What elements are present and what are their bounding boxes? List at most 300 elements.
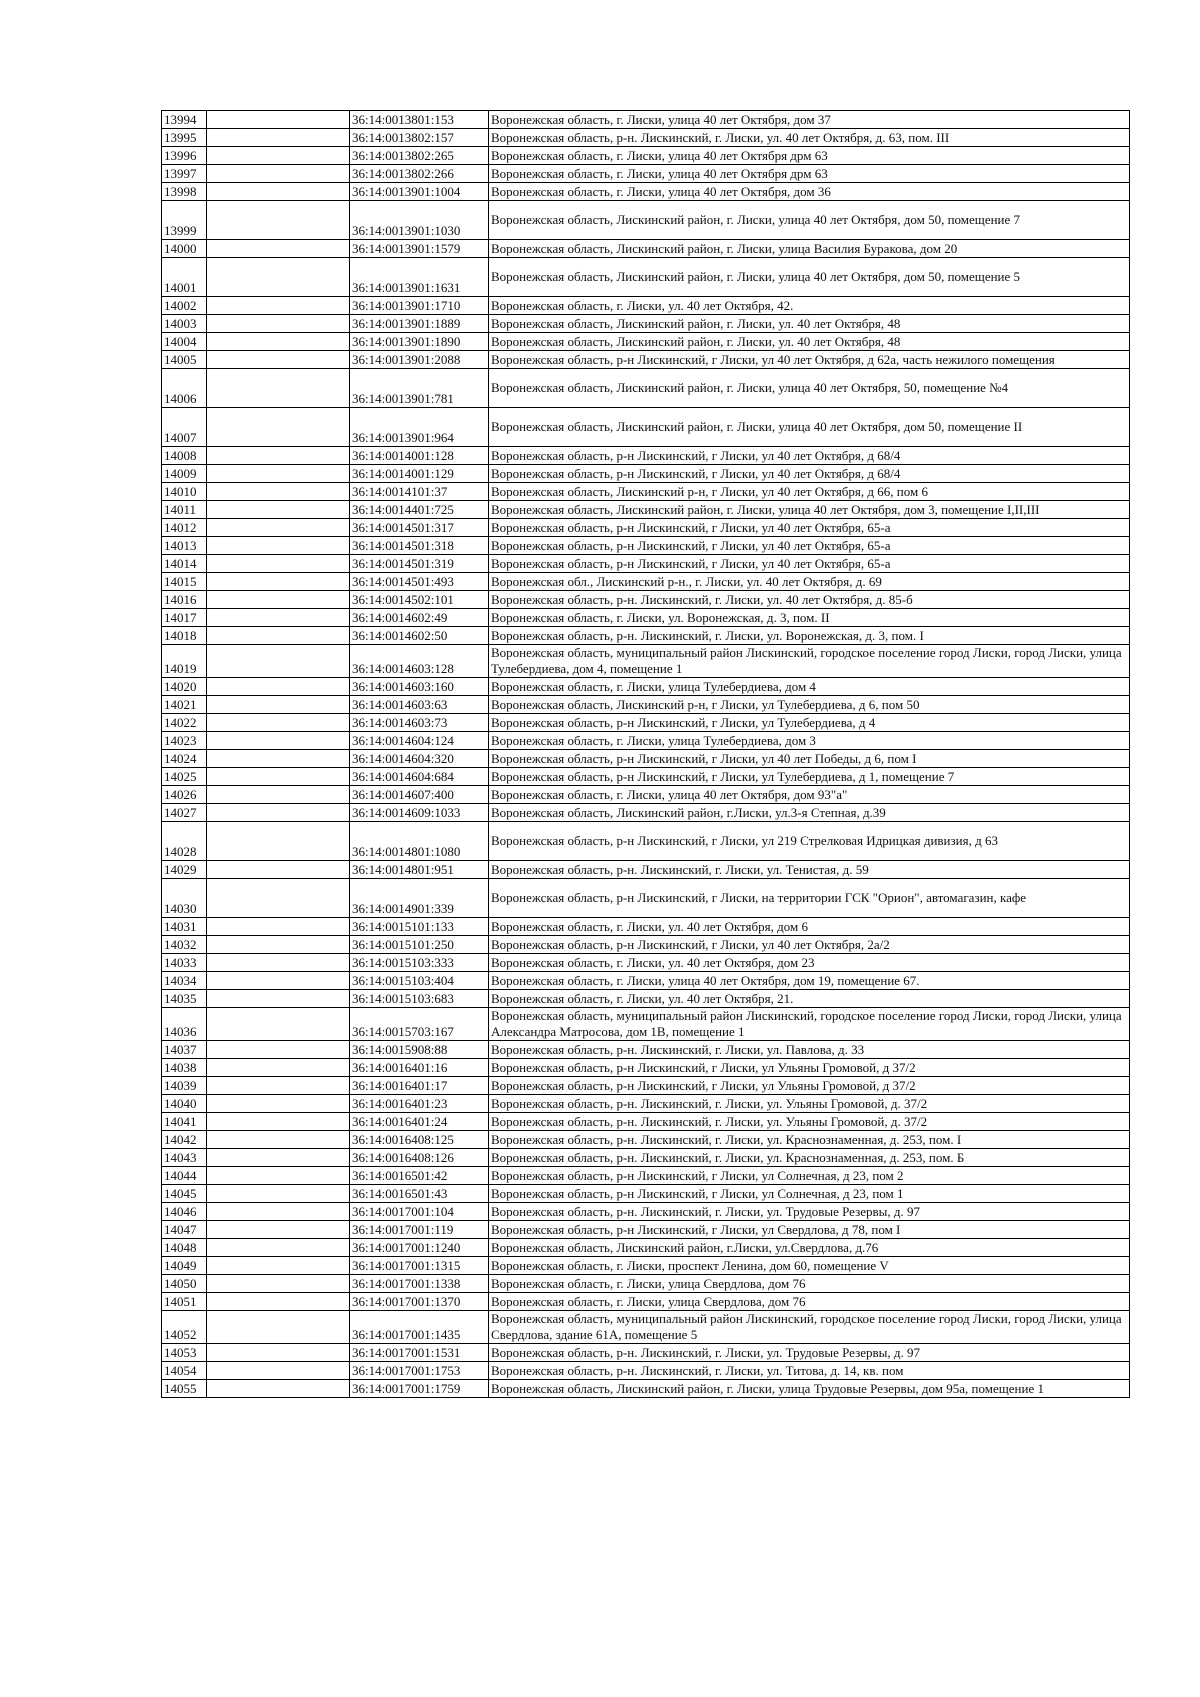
cadastral-number: 36:14:0014609:1033 — [350, 804, 489, 822]
address: Воронежская область, Лискинский район, г.Лиски, ул.3-я Степная, д.39 — [489, 804, 1130, 822]
cadastral-number: 36:14:0014604:320 — [350, 750, 489, 768]
address: Воронежская область, г. Лиски, улица 40 лет Октября, дом 36 — [489, 183, 1130, 201]
cadastral-number: 36:14:0013901:781 — [350, 369, 489, 408]
cadastral-number: 36:14:0014001:129 — [350, 465, 489, 483]
table-row — [162, 804, 1130, 822]
empty-cell — [207, 861, 350, 879]
table-row — [162, 822, 1130, 861]
cadastral-number: 36:14:0014501:317 — [350, 519, 489, 537]
row-number: 14002 — [162, 297, 207, 315]
empty-cell — [207, 555, 350, 573]
row-number: 14045 — [162, 1185, 207, 1203]
address: Воронежская область, р-н Лискинский, г Лиски, ул Свердлова, д 78, пом I — [489, 1221, 1130, 1239]
cadastral-number: 36:14:0016401:24 — [350, 1113, 489, 1131]
cadastral-number: 36:14:0014602:50 — [350, 627, 489, 645]
empty-cell — [207, 1362, 350, 1380]
empty-cell — [207, 822, 350, 861]
table-row — [162, 1131, 1130, 1149]
empty-cell — [207, 483, 350, 501]
cadastral-number: 36:14:0017001:1338 — [350, 1275, 489, 1293]
empty-cell — [207, 1239, 350, 1257]
table-row — [162, 1293, 1130, 1311]
address: Воронежская область, р-н. Лискинский, г. Лиски, ул. Павлова, д. 33 — [489, 1041, 1130, 1059]
empty-cell — [207, 447, 350, 465]
table-row — [162, 537, 1130, 555]
property-table — [161, 110, 1130, 1398]
cadastral-number: 36:14:0017001:1759 — [350, 1380, 489, 1398]
empty-cell — [207, 678, 350, 696]
table-row — [162, 129, 1130, 147]
table-row — [162, 732, 1130, 750]
row-number: 14005 — [162, 351, 207, 369]
row-number: 14018 — [162, 627, 207, 645]
address: Воронежская область, г. Лиски, улица 40 лет Октября дрм 63 — [489, 147, 1130, 165]
address: Воронежская область, Лискинский район, г.Лиски, ул.Свердлова, д.76 — [489, 1239, 1130, 1257]
table-row — [162, 483, 1130, 501]
row-number: 14003 — [162, 315, 207, 333]
row-number: 13999 — [162, 201, 207, 240]
cadastral-number: 36:14:0016501:42 — [350, 1167, 489, 1185]
address: Воронежская область, р-н Лискинский, г Лиски, ул Тулебердиева, д 1, помещение 7 — [489, 768, 1130, 786]
empty-cell — [207, 609, 350, 627]
empty-cell — [207, 1185, 350, 1203]
table-row — [162, 1203, 1130, 1221]
address: Воронежская область, р-н. Лискинский, г. Лиски, ул. 40 лет Октября, д. 63, пом. III — [489, 129, 1130, 147]
empty-cell — [207, 1257, 350, 1275]
table-row — [162, 714, 1130, 732]
table-row — [162, 918, 1130, 936]
cadastral-number: 36:14:0015103:683 — [350, 990, 489, 1008]
empty-cell — [207, 240, 350, 258]
table-row — [162, 1362, 1130, 1380]
empty-cell — [207, 201, 350, 240]
row-number: 14031 — [162, 918, 207, 936]
table-row — [162, 297, 1130, 315]
row-number: 14020 — [162, 678, 207, 696]
row-number: 14051 — [162, 1293, 207, 1311]
empty-cell — [207, 165, 350, 183]
address: Воронежская обл., Лискинский р-н., г. Лиски, ул. 40 лет Октября, д. 69 — [489, 573, 1130, 591]
row-number: 14027 — [162, 804, 207, 822]
table-row — [162, 678, 1130, 696]
table-row — [162, 408, 1130, 447]
empty-cell — [207, 1293, 350, 1311]
empty-cell — [207, 1041, 350, 1059]
cadastral-number: 36:14:0014604:684 — [350, 768, 489, 786]
row-number: 14026 — [162, 786, 207, 804]
table-row — [162, 972, 1130, 990]
empty-cell — [207, 936, 350, 954]
empty-cell — [207, 519, 350, 537]
table-row — [162, 519, 1130, 537]
empty-cell — [207, 1203, 350, 1221]
cadastral-number: 36:14:0014502:101 — [350, 591, 489, 609]
row-number: 14024 — [162, 750, 207, 768]
row-number: 14007 — [162, 408, 207, 447]
empty-cell — [207, 750, 350, 768]
cadastral-number: 36:14:0014604:124 — [350, 732, 489, 750]
empty-cell — [207, 714, 350, 732]
table-row — [162, 573, 1130, 591]
table-row — [162, 1113, 1130, 1131]
address: Воронежская область, Лискинский р-н, г Лиски, ул Тулебердиева, д 6, пом 50 — [489, 696, 1130, 714]
empty-cell — [207, 1077, 350, 1095]
table-row — [162, 1239, 1130, 1257]
address: Воронежская область, муниципальный район Лискинский, городское поселение город Лиски, город Лиски, улица Свердлова, здание 61А, помещение 5 — [489, 1311, 1130, 1344]
table-row — [162, 315, 1130, 333]
table-row — [162, 1275, 1130, 1293]
table-row — [162, 609, 1130, 627]
cadastral-number: 36:14:0017001:1315 — [350, 1257, 489, 1275]
table-row — [162, 258, 1130, 297]
empty-cell — [207, 465, 350, 483]
address: Воронежская область, г. Лиски, улица Свердлова, дом 76 — [489, 1293, 1130, 1311]
empty-cell — [207, 1344, 350, 1362]
cadastral-number: 36:14:0015101:133 — [350, 918, 489, 936]
table-row — [162, 201, 1130, 240]
empty-cell — [207, 1008, 350, 1041]
row-number: 14013 — [162, 537, 207, 555]
cadastral-number: 36:14:0013901:1889 — [350, 315, 489, 333]
row-number: 14037 — [162, 1041, 207, 1059]
address: Воронежская область, р-н Лискинский, г Лиски, ул Тулебердиева, д 4 — [489, 714, 1130, 732]
address: Воронежская область, г. Лиски, ул. 40 лет Октября, 42. — [489, 297, 1130, 315]
table-row — [162, 1221, 1130, 1239]
row-number: 14054 — [162, 1362, 207, 1380]
row-number: 14040 — [162, 1095, 207, 1113]
address: Воронежская область, р-н Лискинский, г Лиски, ул 219 Стрелковая Идрицкая дивизия, д 63 — [489, 822, 1130, 861]
cadastral-number: 36:14:0014603:128 — [350, 645, 489, 678]
row-number: 14036 — [162, 1008, 207, 1041]
row-number: 14022 — [162, 714, 207, 732]
cadastral-number: 36:14:0013901:964 — [350, 408, 489, 447]
address: Воронежская область, р-н Лискинский, г Лиски, ул 40 лет Октября, д 62а, часть нежилого помещения — [489, 351, 1130, 369]
address: Воронежская область, г. Лиски, проспект Ленина, дом 60, помещение V — [489, 1257, 1130, 1275]
cadastral-number: 36:14:0014501:493 — [350, 573, 489, 591]
address: Воронежская область, г. Лиски, улица Свердлова, дом 76 — [489, 1275, 1130, 1293]
empty-cell — [207, 183, 350, 201]
table-row — [162, 333, 1130, 351]
address: Воронежская область, р-н Лискинский, г Лиски, на территории ГСК "Орион", автомагазин, кафе — [489, 879, 1130, 918]
table-row — [162, 1167, 1130, 1185]
row-number: 14034 — [162, 972, 207, 990]
cadastral-number: 36:14:0017001:1240 — [350, 1239, 489, 1257]
address: Воронежская область, р-н Лискинский, г Лиски, ул 40 лет Октября, 65-а — [489, 555, 1130, 573]
address: Воронежская область, г. Лиски, улица Тулебердиева, дом 3 — [489, 732, 1130, 750]
row-number: 14052 — [162, 1311, 207, 1344]
address: Воронежская область, Лискинский район, г. Лиски, ул. 40 лет Октября, 48 — [489, 315, 1130, 333]
table-row — [162, 501, 1130, 519]
address: Воронежская область, р-н. Лискинский, г. Лиски, ул. Воронежская, д. 3, пом. I — [489, 627, 1130, 645]
address: Воронежская область, г. Лиски, улица 40 лет Октября, дом 19, помещение 67. — [489, 972, 1130, 990]
table-row — [162, 1077, 1130, 1095]
table-row — [162, 1095, 1130, 1113]
empty-cell — [207, 573, 350, 591]
row-number: 14041 — [162, 1113, 207, 1131]
empty-cell — [207, 645, 350, 678]
empty-cell — [207, 1275, 350, 1293]
table-row — [162, 165, 1130, 183]
row-number: 14019 — [162, 645, 207, 678]
address: Воронежская область, р-н. Лискинский, г. Лиски, ул. Краснознаменная, д. 253, пом. I — [489, 1131, 1130, 1149]
row-number: 14035 — [162, 990, 207, 1008]
empty-cell — [207, 501, 350, 519]
row-number: 14046 — [162, 1203, 207, 1221]
empty-cell — [207, 879, 350, 918]
row-number: 14044 — [162, 1167, 207, 1185]
cadastral-number: 36:14:0014801:951 — [350, 861, 489, 879]
table-row — [162, 465, 1130, 483]
address: Воронежская область, р-н. Лискинский, г. Лиски, ул. Ульяны Громовой, д. 37/2 — [489, 1095, 1130, 1113]
table-row — [162, 696, 1130, 714]
address: Воронежская область, Лискинский район, г. Лиски, улица 40 лет Октября, 50, помещение №4 — [489, 369, 1130, 408]
cadastral-number: 36:14:0016408:126 — [350, 1149, 489, 1167]
row-number: 14033 — [162, 954, 207, 972]
table-row — [162, 1185, 1130, 1203]
row-number: 14000 — [162, 240, 207, 258]
table-row — [162, 1008, 1130, 1041]
table-row — [162, 786, 1130, 804]
empty-cell — [207, 408, 350, 447]
table-row — [162, 1041, 1130, 1059]
cadastral-number: 36:14:0013901:1890 — [350, 333, 489, 351]
address: Воронежская область, Лискинский район, г. Лиски, улица 40 лет Октября, дом 50, помещение 7 — [489, 201, 1130, 240]
address: Воронежская область, р-н Лискинский, г Лиски, ул 40 лет Октября, 65-а — [489, 519, 1130, 537]
empty-cell — [207, 1311, 350, 1344]
address: Воронежская область, р-н Лискинский, г Лиски, ул 40 лет Октября, 2а/2 — [489, 936, 1130, 954]
row-number: 14015 — [162, 573, 207, 591]
table-row — [162, 750, 1130, 768]
empty-cell — [207, 786, 350, 804]
row-number: 14053 — [162, 1344, 207, 1362]
cadastral-number: 36:14:0013901:1579 — [350, 240, 489, 258]
row-number: 14047 — [162, 1221, 207, 1239]
row-number: 14011 — [162, 501, 207, 519]
empty-cell — [207, 333, 350, 351]
empty-cell — [207, 315, 350, 333]
cadastral-number: 36:14:0014901:339 — [350, 879, 489, 918]
cadastral-number: 36:14:0016401:17 — [350, 1077, 489, 1095]
address: Воронежская область, р-н. Лискинский, г. Лиски, ул. Краснознаменная, д. 253, пом. Б — [489, 1149, 1130, 1167]
empty-cell — [207, 696, 350, 714]
empty-cell — [207, 147, 350, 165]
table-row — [162, 1149, 1130, 1167]
address: Воронежская область, г. Лиски, улица Тулебердиева, дом 4 — [489, 678, 1130, 696]
empty-cell — [207, 768, 350, 786]
table-row — [162, 147, 1130, 165]
empty-cell — [207, 1131, 350, 1149]
cadastral-number: 36:14:0013801:153 — [350, 111, 489, 129]
empty-cell — [207, 1059, 350, 1077]
empty-cell — [207, 1095, 350, 1113]
row-number: 14039 — [162, 1077, 207, 1095]
row-number: 14001 — [162, 258, 207, 297]
empty-cell — [207, 1380, 350, 1398]
address: Воронежская область, Лискинский р-н, г Лиски, ул 40 лет Октября, д 66, пом 6 — [489, 483, 1130, 501]
empty-cell — [207, 591, 350, 609]
row-number: 14025 — [162, 768, 207, 786]
address: Воронежская область, р-н Лискинский, г Лиски, ул 40 лет Октября, д 68/4 — [489, 447, 1130, 465]
table-row — [162, 645, 1130, 678]
cadastral-number: 36:14:0016401:23 — [350, 1095, 489, 1113]
cadastral-number: 36:14:0013901:1710 — [350, 297, 489, 315]
row-number: 13994 — [162, 111, 207, 129]
empty-cell — [207, 918, 350, 936]
row-number: 13998 — [162, 183, 207, 201]
row-number: 14016 — [162, 591, 207, 609]
table-row — [162, 768, 1130, 786]
row-number: 14028 — [162, 822, 207, 861]
empty-cell — [207, 972, 350, 990]
row-number: 14049 — [162, 1257, 207, 1275]
cadastral-number: 36:14:0013901:1030 — [350, 201, 489, 240]
address: Воронежская область, р-н Лискинский, г Лиски, ул Солнечная, д 23, пом 1 — [489, 1185, 1130, 1203]
row-number: 14017 — [162, 609, 207, 627]
cadastral-number: 36:14:0014501:319 — [350, 555, 489, 573]
address: Воронежская область, г. Лиски, ул. 40 лет Октября, 21. — [489, 990, 1130, 1008]
row-number: 14029 — [162, 861, 207, 879]
table-row — [162, 591, 1130, 609]
address: Воронежская область, г. Лиски, улица 40 лет Октября дрм 63 — [489, 165, 1130, 183]
cadastral-number: 36:14:0017001:1531 — [350, 1344, 489, 1362]
row-number: 14006 — [162, 369, 207, 408]
row-number: 14048 — [162, 1239, 207, 1257]
row-number: 14043 — [162, 1149, 207, 1167]
address: Воронежская область, р-н. Лискинский, г. Лиски, ул. 40 лет Октября, д. 85-б — [489, 591, 1130, 609]
table-row — [162, 627, 1130, 645]
table-row — [162, 111, 1130, 129]
row-number: 14010 — [162, 483, 207, 501]
table-row — [162, 369, 1130, 408]
table-row — [162, 861, 1130, 879]
empty-cell — [207, 297, 350, 315]
row-number: 13996 — [162, 147, 207, 165]
cadastral-number: 36:14:0015103:333 — [350, 954, 489, 972]
empty-cell — [207, 732, 350, 750]
cadastral-number: 36:14:0015103:404 — [350, 972, 489, 990]
address: Воронежская область, Лискинский район, г. Лиски, улица 40 лет Октября, дом 50, помещение II — [489, 408, 1130, 447]
address: Воронежская область, Лискинский район, г. Лиски, улица 40 лет Октября, дом 50, помещение 5 — [489, 258, 1130, 297]
table-row — [162, 183, 1130, 201]
cadastral-number: 36:14:0015908:88 — [350, 1041, 489, 1059]
address: Воронежская область, р-н Лискинский, г Лиски, ул Ульяны Громовой, д 37/2 — [489, 1059, 1130, 1077]
row-number: 14014 — [162, 555, 207, 573]
row-number: 14038 — [162, 1059, 207, 1077]
row-number: 14050 — [162, 1275, 207, 1293]
cadastral-number: 36:14:0016408:125 — [350, 1131, 489, 1149]
address: Воронежская область, г. Лиски, ул. Воронежская, д. 3, пом. II — [489, 609, 1130, 627]
cadastral-number: 36:14:0014603:73 — [350, 714, 489, 732]
cadastral-number: 36:14:0014001:128 — [350, 447, 489, 465]
cadastral-number: 36:14:0013901:1004 — [350, 183, 489, 201]
cadastral-number: 36:14:0014801:1080 — [350, 822, 489, 861]
empty-cell — [207, 1149, 350, 1167]
address: Воронежская область, р-н. Лискинский, г. Лиски, ул. Титова, д. 14, кв. пом — [489, 1362, 1130, 1380]
table-row — [162, 990, 1130, 1008]
empty-cell — [207, 129, 350, 147]
empty-cell — [207, 627, 350, 645]
address: Воронежская область, р-н Лискинский, г Лиски, ул Ульяны Громовой, д 37/2 — [489, 1077, 1130, 1095]
address: Воронежская область, муниципальный район Лискинский, городское поселение город Лиски, город Лиски, улица Тулебердиева, дом 4, помещение 1 — [489, 645, 1130, 678]
table-row — [162, 1380, 1130, 1398]
cadastral-number: 36:14:0014603:160 — [350, 678, 489, 696]
cadastral-number: 36:14:0016401:16 — [350, 1059, 489, 1077]
table-row — [162, 954, 1130, 972]
cadastral-number: 36:14:0014607:400 — [350, 786, 489, 804]
row-number: 14009 — [162, 465, 207, 483]
cadastral-number: 36:14:0017001:1753 — [350, 1362, 489, 1380]
cadastral-number: 36:14:0017001:1435 — [350, 1311, 489, 1344]
table-row — [162, 936, 1130, 954]
cadastral-number: 36:14:0016501:43 — [350, 1185, 489, 1203]
address: Воронежская область, г. Лиски, улица 40 лет Октября, дом 93"а" — [489, 786, 1130, 804]
empty-cell — [207, 990, 350, 1008]
empty-cell — [207, 1113, 350, 1131]
cadastral-number: 36:14:0013901:2088 — [350, 351, 489, 369]
table-row — [162, 240, 1130, 258]
address: Воронежская область, Лискинский район, г. Лиски, улица Трудовые Резервы, дом 95а, помещение 1 — [489, 1380, 1130, 1398]
table-row — [162, 555, 1130, 573]
address: Воронежская область, р-н. Лискинский, г. Лиски, ул. Ульяны Громовой, д. 37/2 — [489, 1113, 1130, 1131]
empty-cell — [207, 954, 350, 972]
row-number: 14023 — [162, 732, 207, 750]
address: Воронежская область, г. Лиски, ул. 40 лет Октября, дом 6 — [489, 918, 1130, 936]
address: Воронежская область, р-н Лискинский, г Лиски, ул 40 лет Октября, 65-а — [489, 537, 1130, 555]
empty-cell — [207, 369, 350, 408]
address: Воронежская область, р-н Лискинский, г Лиски, ул 40 лет Победы, д 6, пом I — [489, 750, 1130, 768]
address: Воронежская область, Лискинский район, г. Лиски, улица Василия Буракова, дом 20 — [489, 240, 1130, 258]
cadastral-number: 36:14:0017001:119 — [350, 1221, 489, 1239]
cadastral-number: 36:14:0014501:318 — [350, 537, 489, 555]
table-row — [162, 1311, 1130, 1344]
row-number: 13995 — [162, 129, 207, 147]
cadastral-number: 36:14:0015101:250 — [350, 936, 489, 954]
address: Воронежская область, р-н Лискинский, г Лиски, ул Солнечная, д 23, пом 2 — [489, 1167, 1130, 1185]
row-number: 14042 — [162, 1131, 207, 1149]
address: Воронежская область, г. Лиски, ул. 40 лет Октября, дом 23 — [489, 954, 1130, 972]
empty-cell — [207, 258, 350, 297]
cadastral-number: 36:14:0014603:63 — [350, 696, 489, 714]
cadastral-number: 36:14:0015703:167 — [350, 1008, 489, 1041]
row-number: 14004 — [162, 333, 207, 351]
row-number: 14012 — [162, 519, 207, 537]
table-row — [162, 1257, 1130, 1275]
address: Воронежская область, Лискинский район, г. Лиски, ул. 40 лет Октября, 48 — [489, 333, 1130, 351]
cadastral-number: 36:14:0014401:725 — [350, 501, 489, 519]
row-number: 14021 — [162, 696, 207, 714]
table-row — [162, 879, 1130, 918]
empty-cell — [207, 1167, 350, 1185]
cadastral-number: 36:14:0013901:1631 — [350, 258, 489, 297]
cadastral-number: 36:14:0017001:1370 — [350, 1293, 489, 1311]
empty-cell — [207, 537, 350, 555]
table-row — [162, 447, 1130, 465]
table-row — [162, 1059, 1130, 1077]
row-number: 14055 — [162, 1380, 207, 1398]
empty-cell — [207, 1221, 350, 1239]
table-row — [162, 1344, 1130, 1362]
row-number: 14008 — [162, 447, 207, 465]
cadastral-number: 36:14:0013802:265 — [350, 147, 489, 165]
property-table-body — [162, 111, 1130, 1398]
address: Воронежская область, Лискинский район, г. Лиски, улица 40 лет Октября, дом 3, помещение I,II,III — [489, 501, 1130, 519]
address: Воронежская область, г. Лиски, улица 40 лет Октября, дом 37 — [489, 111, 1130, 129]
row-number: 14032 — [162, 936, 207, 954]
address: Воронежская область, р-н. Лискинский, г. Лиски, ул. Трудовые Резервы, д. 97 — [489, 1203, 1130, 1221]
cadastral-number: 36:14:0014602:49 — [350, 609, 489, 627]
address: Воронежская область, р-н. Лискинский, г. Лиски, ул. Тенистая, д. 59 — [489, 861, 1130, 879]
row-number: 13997 — [162, 165, 207, 183]
